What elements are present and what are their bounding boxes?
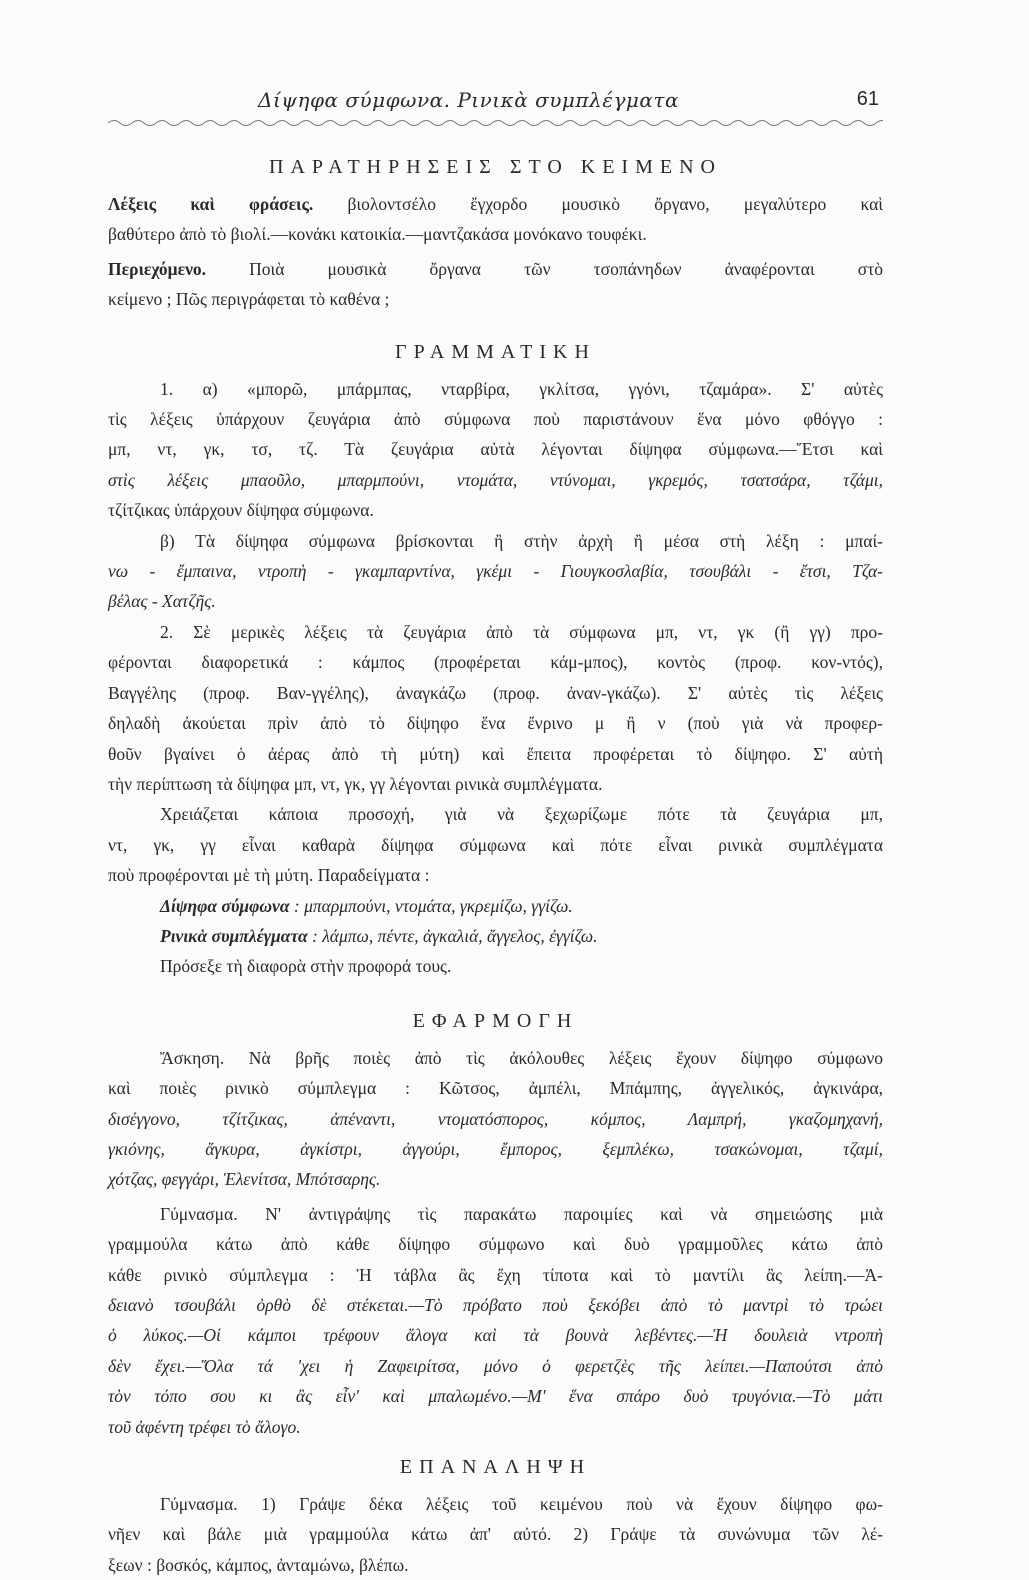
section-heading-grammar: ΓΡΑΜΜΑΤΙΚΗ [395, 340, 596, 363]
example-digraphs-words: : μπαρμπούνι, ντομάτα, γκρεμίζω, γγίζω. [289, 895, 573, 916]
revision-line: Γύμνασμα. 1) Γράψε δέκα λέξεις τοῦ κειμένου ποὺ νὰ ἔχουν δίψηφο φω- [160, 1494, 883, 1515]
content-paragraph [108, 254, 883, 315]
grammar-line: νω - ἔμπαινα, ντροπὴ - γκαμπαρντίνα, γκέμι - Γιουγκοσλαβία, τσουβάλι - ἔτσι, Τζα- [108, 561, 883, 582]
grammar-line: ντ, γκ, γγ εἶναι καθαρὰ δίψηφα σύμφωνα καὶ πότε εἶναι ρινικὰ συμπλέγματα [108, 834, 883, 855]
grammar-line: Πρόσεξε τὴ διαφορὰ στὴν προφορά τους. [160, 956, 452, 977]
grammar-line: τὶς λέξεις ὑπάρχουν ζευγάρια ἀπὸ σύμφωνα ποὺ παριστάνουν ἕνα μόνο φθόγγο : [108, 409, 883, 430]
page-number: 61 [856, 88, 879, 110]
section-heading-application: ΕΦΑΡΜΟΓΗ [412, 1009, 579, 1032]
revision-line: νῆεν καὶ βάλε μιὰ γραμμούλα κάτω ἀπ' αὐτό. 2) Γράψε τὰ συνώνυμα τῶν λέ- [108, 1524, 883, 1545]
drill-line: ὁ λύκος.—Οἱ κάμποι τρέφουν ἄλογα καὶ τὰ βουνὰ λεβέντες.—Ἡ δουλειὰ ντροπὴ [108, 1325, 883, 1346]
grammar-line: τζίτζικας ὑπάρχουν δίψηφα σύμφωνα. [108, 500, 374, 521]
drill-line: Γύμνασμα. Ν' ἀντιγράψης τὶς παρακάτω παροιμίες καὶ νὰ σημειώσης μιὰ [160, 1203, 883, 1224]
words-and-phrases-paragraph [108, 189, 883, 250]
drill-line: τὸν τόπο σου κι ἂς εἶν' καὶ μπαλωμένο.—Μ' ἕνα σπάρο δυὸ τρυγόνια.—Τὸ μάτι [108, 1386, 883, 1407]
grammar-line: μπ, ντ, γκ, τσ, τζ. Τὰ ζευγάρια αὐτὰ λέγονται δίψηφα σύμφωνα.—Ἔτσι καὶ [108, 439, 883, 460]
exercise-line: γκιόνης, ἄγκυρα, ἀγκίστρι, ἀγγούρι, ἔμπορος, ξεμπλέκω, τσακώνομαι, τζαμί, [108, 1138, 883, 1159]
grammar-line: β) Τὰ δίψηφα σύμφωνα βρίσκονται ἢ στὴν ἀρχὴ ἢ μέσα στὴ λέξη : μπαί- [160, 530, 883, 551]
content-line-2: κείμενο ; Πῶς περιγράφεται τὸ καθένα ; [108, 289, 390, 310]
drill-line: τοῦ ἀφέντη τρέφει τὸ ἄλογο. [108, 1416, 301, 1437]
grammar-line: ποὺ προφέρονται μὲ τὴ μύτη. Παραδείγματα : [108, 865, 430, 886]
drill-paragraph [108, 1199, 883, 1442]
exercise-line: Ἄσκηση. Νὰ βρῆς ποιὲς ἀπὸ τὶς ἀκόλουθες λέξεις ἔχουν δίψηφο σύμφωνο [160, 1047, 883, 1068]
exercise-paragraph [108, 1043, 883, 1195]
example-nasal-label: Ρινικὰ συμπλέγματα [160, 925, 308, 946]
grammar-line: 2. Σὲ μερικὲς λέξεις τὰ ζευγάρια ἀπὸ τὰ σύμφωνα μπ, ντ, γκ (ἢ γγ) προ- [160, 621, 883, 642]
grammar-line: 1. α) «μπορῶ, μπάρμπας, νταρβίρα, γκλίτσα, γγόνι, τζαμάρα». Σ' αὐτὲς [160, 378, 883, 399]
example-digraphs-label: Δίψηφα σύμφωνα [160, 895, 290, 916]
book-page [108, 84, 883, 1580]
grammar-line: δηλαδὴ ἀκούεται πρὶν ἀπὸ τὸ δίψηφο ἕνα ἔνρινο μ ἢ ν (ποὺ γιὰ νὰ προφερ- [108, 713, 883, 734]
example-digraphs [108, 891, 883, 921]
revision-paragraph [108, 1489, 883, 1580]
example-nasal-words: : λάμπω, πέντε, ἀγκαλιά, ἄγγελος, ἐγγίζω. [307, 925, 598, 946]
grammar-line: βέλας - Χατζῆς. [108, 591, 216, 612]
example-nasal-clusters [108, 921, 883, 951]
drill-line: δὲν ἔχει.—Ὅλα τά 'χει ἡ Ζαφειρίτσα, μόνο ὁ φερετζὲς τῆς λείπει.—Παπούτσι ἀπὸ [108, 1355, 883, 1376]
grammar-line: Χρειάζεται κάποια προσοχή, γιὰ νὰ ξεχωρίζωμε πότε τὰ ζευγάρια μπ, [160, 804, 883, 825]
exercise-line: δισέγγονο, τζίτζικας, ἀπέναντι, ντοματόσπορος, κόμπος, Λαμπρή, γκαζομηχανή, [108, 1108, 883, 1129]
grammar-line: Βαγγέλης (προφ. Βαν-γγέλης), ἀναγκάζω (προφ. ἀναν-γκάζω). Σ' αὐτὲς τὶς λέξεις [108, 682, 883, 703]
wavy-rule-divider [108, 118, 883, 128]
content-label: Περιεχόμενο. [108, 258, 207, 279]
words-line-1: βιολοντσέλο ἔγχορδο μουσικὸ ὄργανο, μεγαλύτερο καὶ [347, 194, 883, 214]
section-heading-revision: ΕΠΑΝΑΛΗΨΗ [399, 1456, 592, 1479]
grammar-line: τὴν περίπτωση τὰ δίψηφα μπ, ντ, γκ, γγ λέγονται ρινικὰ συμπλέγματα. [108, 773, 603, 794]
grammar-line: θοῦν βγαίνει ὁ ἀέρας ἀπὸ τὴ μύτη) καὶ ἔπειτα προφέρεται τὸ δίψηφο. Σ' αὐτὴ [108, 743, 883, 764]
running-title: Δίψηφα σύμφωνα. Ρινικὰ συμπλέγματα [258, 88, 679, 112]
drill-line: γραμμούλα κάτω ἀπὸ κάθε δίψηφο σύμφωνο καὶ δυὸ γραμμοῦλες κάτω ἀπὸ [108, 1234, 883, 1255]
words-line-2: βαθύτερο ἀπὸ τὸ βιολί.—κονάκι κατοικία.—μαντζακάσα μονόκανο τουφέκι. [108, 224, 647, 245]
exercise-line: χότζας, φεγγάρι, Ἑλενίτσα, Μπότσαρης. [108, 1169, 381, 1190]
drill-line: κάθε ρινικὸ σύμπλεγμα : Ἡ τάβλα ἂς ἔχη τίποτα καὶ τὸ μαντίλι ἂς λείπη.—Ἀ- [108, 1264, 883, 1285]
running-header [108, 84, 883, 118]
content-line-1: Ποιὰ μουσικὰ ὄργανα τῶν τσοπάνηδων ἀναφέρονται στὸ [249, 258, 883, 279]
grammar-line: φέρονται διαφορετικά : κάμπος (προφέρεται κάμ-μπος), κοντὸς (προφ. κον-ντός), [108, 652, 883, 673]
revision-line: ξεων : βοσκός, κάμπος, ἀνταμώνω, βλέπω. [108, 1554, 409, 1575]
words-label: Λέξεις καὶ φράσεις. [108, 194, 314, 214]
drill-line: δειανὸ τσουβάλι ὀρθὸ δὲ στέκεται.—Τὸ πρόβατο ποὺ ξεκόβει ἀπὸ τὸ μαντρὶ τὸ τρώει [108, 1295, 883, 1315]
grammar-line: στὶς λέξεις μπαοῦλο, μπαρμπούνι, ντομάτα, ντύνομαι, γκρεμός, τσατσάρα, τζάμι, [108, 469, 883, 490]
exercise-line: καὶ ποιὲς ρινικὸ σύμπλεγμα : Κῶτσος, ἀμπέλι, Μπάμπης, ἀγγελικός, ἀγκινάρα, [108, 1078, 883, 1099]
section-heading-observations: ΠΑΡΑΤΗΡΗΣΕΙΣ ΣΤΟ ΚΕΙΜΕΝΟ [269, 156, 722, 178]
grammar-paragraph [108, 374, 883, 982]
